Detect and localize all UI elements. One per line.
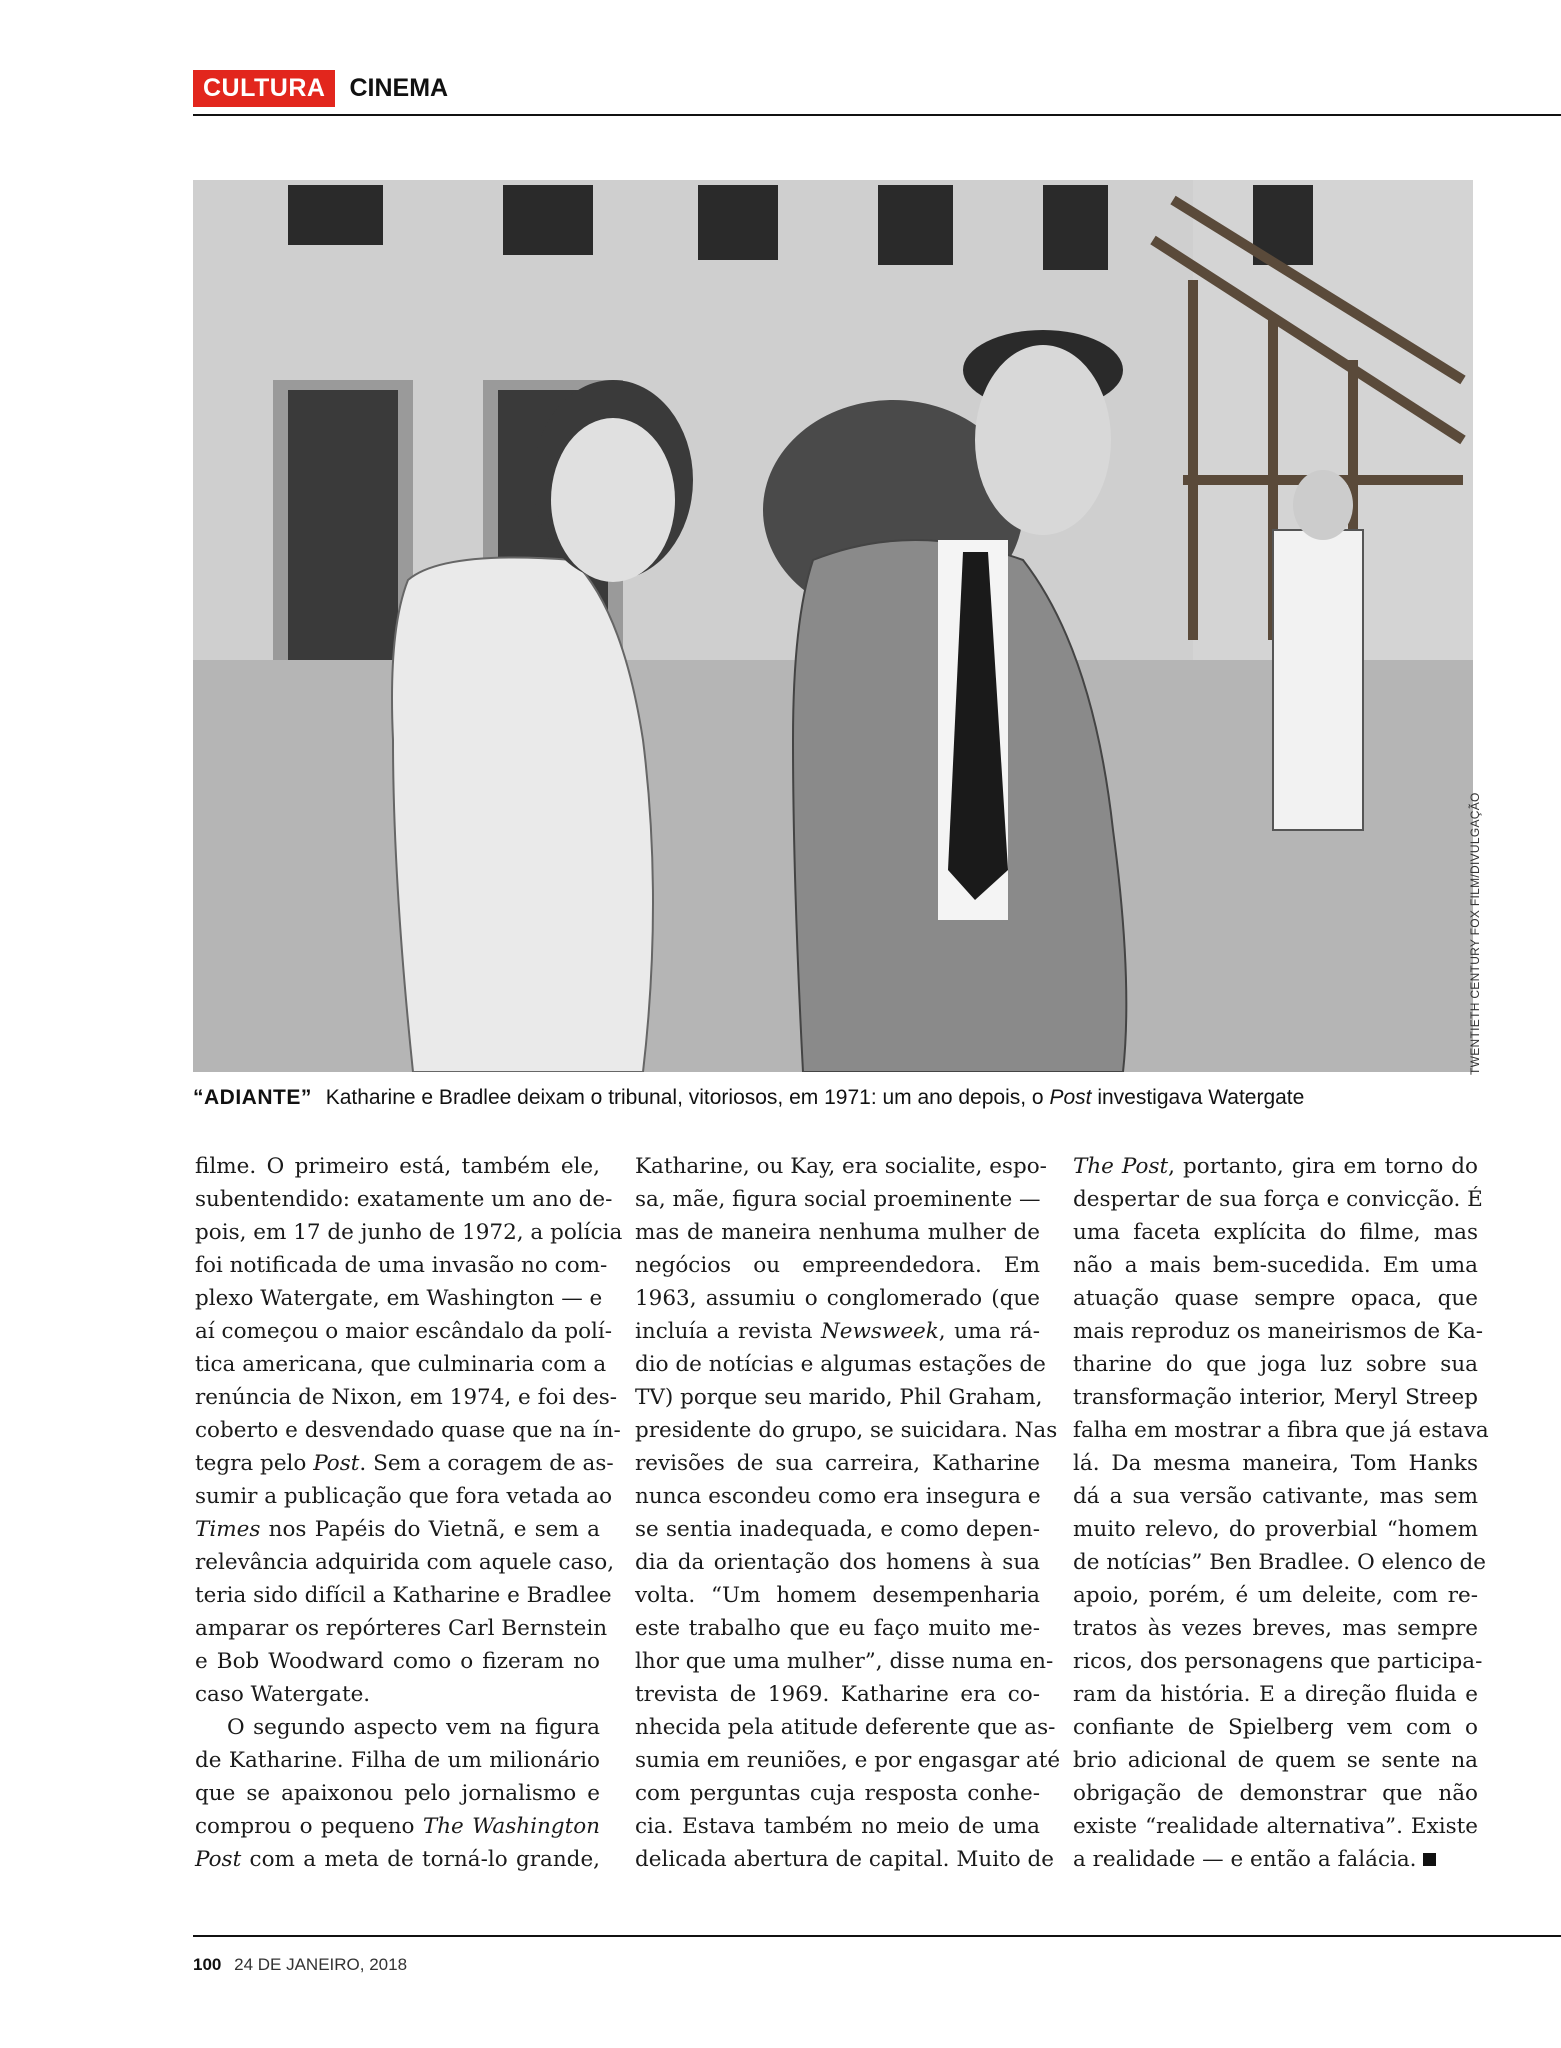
caption-italic: Post [1049,1086,1092,1109]
article-column-3 [1073,1150,1489,1876]
photo-illustration [193,180,1473,1072]
text-run-italic: Times [195,1517,261,1542]
text-line [195,1447,614,1480]
caption-text-a: Katharine e Bradlee deixam o tribunal, vitoriosos, em 1971: um ano depois, o [325,1086,1044,1109]
text-run-italic: Post [195,1847,242,1872]
text-line [195,1810,600,1843]
text-line: uma faceta explícita do filme, mas [1073,1220,1478,1245]
article-column-1 [195,1150,623,1876]
header-rule [193,114,1561,116]
text-line: tica americana, que culminaria com a [195,1352,607,1377]
text-line: sumia em reuniões, e por engasgar até [635,1748,1061,1773]
text-line: sumir a publicação que fora vetada ao [195,1484,613,1509]
text-line: filme. O primeiro está, também ele, [195,1154,600,1179]
text-line: e Bob Woodward como o fizeram no [195,1649,600,1674]
text-line [195,1513,600,1546]
text-line: subentendido: exatamente um ano de- [195,1187,613,1212]
text-run-italic: The Washington [422,1814,601,1839]
text-run: comprou o pequeno [195,1814,423,1839]
text-run: , uma rá- [938,1319,1040,1344]
text-line: 1963, assumiu o conglomerado (que [635,1286,1040,1311]
text-line: dá a sua versão cativante, mas sem [1073,1484,1478,1509]
text-line: teria sido difícil a Katharine e Bradlee [195,1583,612,1608]
text-line: de notícias” Ben Bradlee. O elenco de [1073,1550,1487,1575]
text-run: , portanto, gira em torno do [1168,1154,1478,1179]
article-photo [193,180,1473,1072]
text-run-italic: Post [313,1451,360,1476]
text-run: com a meta de torná-lo grande, [241,1847,600,1872]
text-line [1073,1843,1478,1876]
text-line: este trabalho que eu faço muito me- [635,1616,1040,1641]
text-line: plexo Watergate, em Washington — e [195,1286,603,1311]
text-line: amparar os repórteres Carl Bernstein [195,1616,608,1641]
text-line: mais reproduz os maneirismos de Ka- [1073,1319,1484,1344]
text-line: delicada abertura de capital. Muito de [635,1847,1054,1872]
page-number: 100 [193,1955,222,1974]
photo-credit: TWENTIETH CENTURY FOX FILM/DIVULGAÇÃO [1468,792,1482,1075]
text-line [1073,1150,1478,1183]
text-line: ricos, dos personagens que participa- [1073,1649,1483,1674]
text-line: confiante de Spielberg vem com o [1073,1715,1478,1740]
text-line: lá. Da mesma maneira, Tom Hanks [1073,1451,1478,1476]
text-line: renúncia de Nixon, em 1974, e foi des- [195,1385,617,1410]
text-run: incluía a revista [635,1319,821,1344]
end-of-article-mark [1423,1853,1436,1866]
text-run: a realidade — e então a falácia. [1073,1847,1417,1872]
text-line: transformação interior, Meryl Streep [1073,1385,1478,1410]
photo-caption [193,1086,1483,1110]
text-line: lhor que uma mulher”, disse numa en- [635,1649,1054,1674]
text-line: volta. “Um homem desempenharia [635,1583,1040,1608]
text-line: foi notificada de uma invasão no com- [195,1253,608,1278]
section-header [193,70,448,107]
text-line: aí começou o maior escândalo da polí- [195,1319,613,1344]
footer-rule [193,1935,1561,1937]
page-footer [193,1955,407,1975]
text-line: mas de maneira nenhuma mulher de [635,1220,1040,1245]
text-line: existe “realidade alternativa”. Existe [1073,1814,1478,1839]
text-line: pois, em 17 de junho de 1972, a polícia [195,1220,623,1245]
text-line: com perguntas cuja resposta conhe- [635,1781,1040,1806]
text-line: negócios ou empreendedora. Em [635,1253,1040,1278]
text-line: nunca escondeu como era insegura e [635,1484,1041,1509]
text-line [635,1315,1040,1348]
text-run: . Sem a coragem de as- [359,1451,614,1476]
text-line: TV) porque seu marido, Phil Graham, [635,1385,1043,1410]
text-line: dio de notícias e algumas estações de [635,1352,1046,1377]
text-line: obrigação de demonstrar que não [1073,1781,1478,1806]
caption-kicker: “ADIANTE” [193,1086,312,1109]
text-line: sa, mãe, figura social proeminente — [635,1187,1041,1212]
text-line: apoio, porém, é um deleite, com re- [1073,1583,1478,1608]
text-line: caso Watergate. [195,1682,371,1707]
text-line: de Katharine. Filha de um milionário [195,1748,600,1773]
text-line: que se apaixonou pelo jornalismo e [195,1781,600,1806]
caption-text-b: investigava Watergate [1097,1086,1305,1109]
text-line [195,1843,600,1876]
text-line: tharine do que joga luz sobre sua [1073,1352,1478,1377]
text-run-italic: The Post [1073,1154,1169,1179]
text-run: nos Papéis do Vietnã, e sem a [260,1517,600,1542]
text-line: O segundo aspecto vem na figura [227,1715,600,1740]
article-column-2 [635,1150,1061,1876]
text-run: tegra pelo [195,1451,314,1476]
section-tag: CULTURA [193,70,335,107]
subsection-label: CINEMA [349,74,449,102]
issue-date: 24 DE JANEIRO, 2018 [234,1955,408,1974]
text-line: brio adicional de quem se sente na [1073,1748,1478,1773]
text-line: dia da orientação dos homens à sua [635,1550,1040,1575]
text-line: se sentia inadequada, e como depen- [635,1517,1040,1542]
text-line: não a mais bem-sucedida. Em uma [1073,1253,1478,1278]
text-line: Katharine, ou Kay, era socialite, espo- [635,1154,1047,1179]
text-line: trevista de 1969. Katharine era co- [635,1682,1040,1707]
text-line: relevância adquirida com aquele caso, [195,1550,615,1575]
text-line: presidente do grupo, se suicidara. Nas [635,1418,1058,1443]
text-line: revisões de sua carreira, Katharine [635,1451,1040,1476]
text-line: nhecida pela atitude deferente que as- [635,1715,1056,1740]
text-line: coberto e desvendado quase que na ín- [195,1418,621,1443]
text-line: tratos às vezes breves, mas sempre [1073,1616,1478,1641]
text-line: falha em mostrar a fibra que já estava [1073,1418,1489,1443]
text-run-italic: Newsweek [820,1319,939,1344]
text-line: cia. Estava também no meio de uma [635,1814,1040,1839]
text-line: despertar de sua força e convicção. É [1073,1187,1483,1212]
text-line: ram da história. E a direção fluida e [1073,1682,1478,1707]
text-line: atuação quase sempre opaca, que [1073,1286,1478,1311]
text-line: muito relevo, do proverbial “homem [1073,1517,1478,1542]
